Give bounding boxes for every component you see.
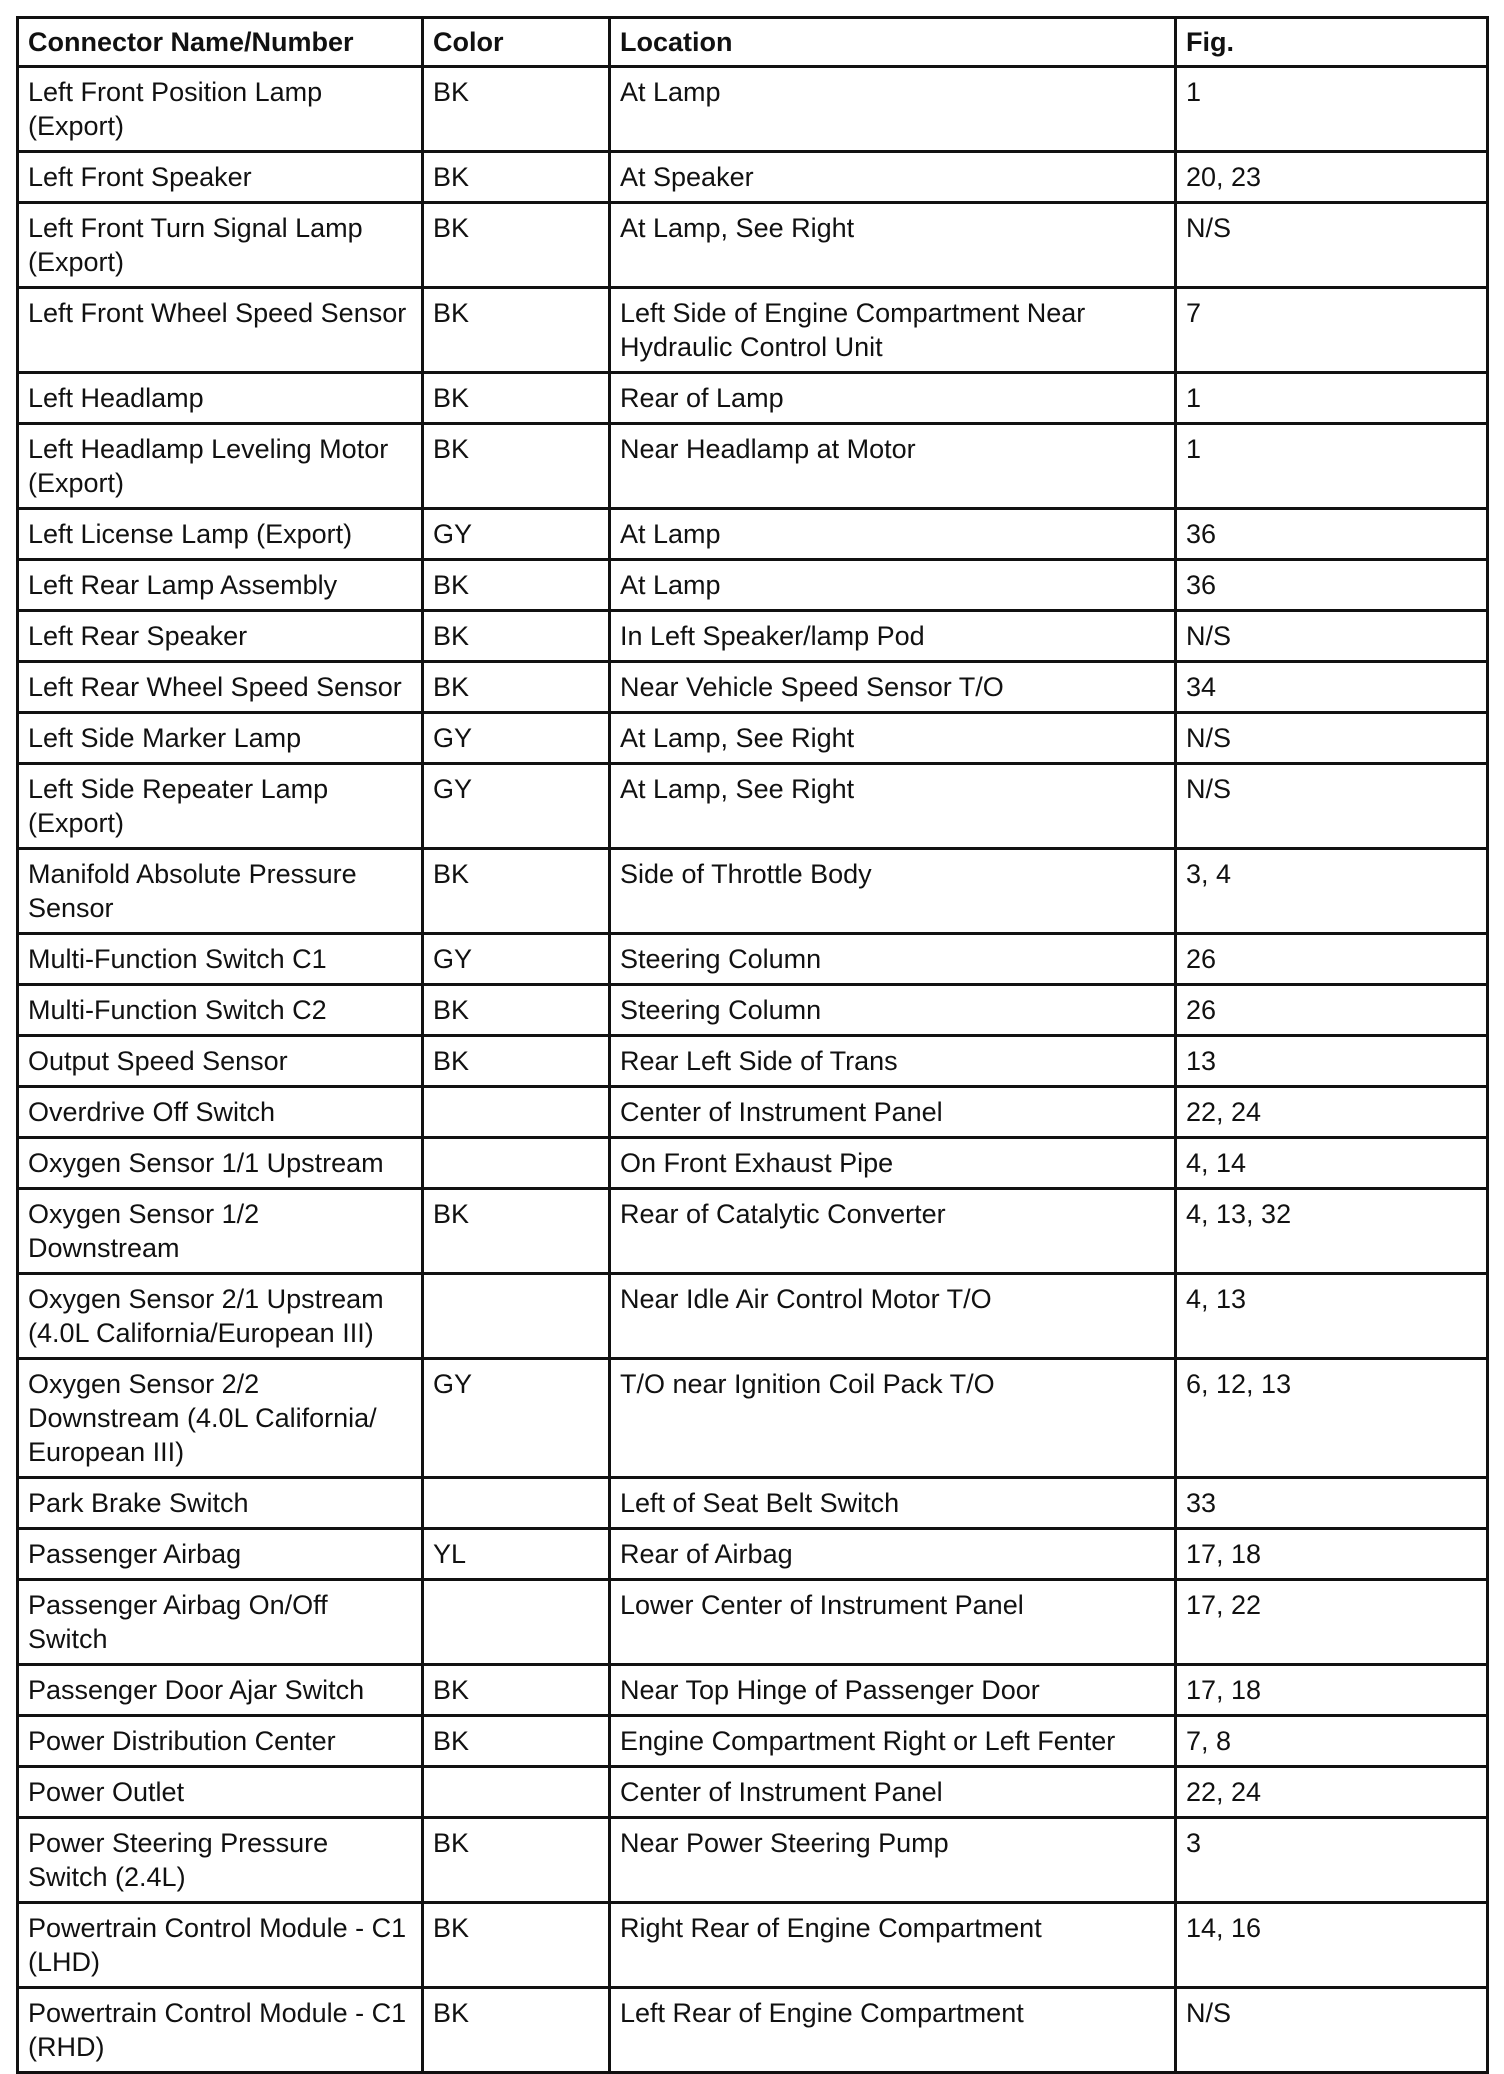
cell-connector-name: Park Brake Switch <box>18 1478 423 1529</box>
cell-location: At Lamp, See Right <box>610 713 1176 764</box>
cell-connector-name: Left License Lamp (Export) <box>18 509 423 560</box>
table-row <box>18 1988 1488 2073</box>
cell-fig: 36 <box>1176 509 1488 560</box>
cell-connector-name: Power Outlet <box>18 1767 423 1818</box>
cell-connector-name: Left Front Wheel Speed Sensor <box>18 288 423 373</box>
table-row <box>18 373 1488 424</box>
table-header <box>18 18 1488 67</box>
table-row <box>18 509 1488 560</box>
cell-color <box>423 1087 610 1138</box>
cell-connector-name: Left Rear Wheel Speed Sensor <box>18 662 423 713</box>
cell-color <box>423 1138 610 1189</box>
cell-fig: 3 <box>1176 1818 1488 1903</box>
cell-location: Steering Column <box>610 985 1176 1036</box>
cell-location: Left of Seat Belt Switch <box>610 1478 1176 1529</box>
table-row <box>18 288 1488 373</box>
cell-color: BK <box>423 1903 610 1988</box>
cell-location: At Lamp, See Right <box>610 764 1176 849</box>
table-row <box>18 849 1488 934</box>
cell-connector-name: Powertrain Control Module - C1 (RHD) <box>18 1988 423 2073</box>
table-row <box>18 662 1488 713</box>
cell-connector-name: Passenger Airbag On/Off Switch <box>18 1580 423 1665</box>
table-row <box>18 985 1488 1036</box>
cell-location: Steering Column <box>610 934 1176 985</box>
table-row <box>18 1529 1488 1580</box>
cell-connector-name: Left Headlamp <box>18 373 423 424</box>
header-color: Color <box>423 18 610 67</box>
cell-fig: 22, 24 <box>1176 1087 1488 1138</box>
cell-fig: N/S <box>1176 713 1488 764</box>
cell-location: Rear of Lamp <box>610 373 1176 424</box>
cell-connector-name: Left Rear Lamp Assembly <box>18 560 423 611</box>
cell-connector-name: Left Side Marker Lamp <box>18 713 423 764</box>
cell-color: BK <box>423 611 610 662</box>
cell-connector-name: Oxygen Sensor 2/1 Upstream (4.0L California/European III) <box>18 1274 423 1359</box>
cell-color <box>423 1580 610 1665</box>
cell-connector-name: Left Rear Speaker <box>18 611 423 662</box>
table-row <box>18 1274 1488 1359</box>
cell-fig: 4, 13 <box>1176 1274 1488 1359</box>
cell-fig: 26 <box>1176 934 1488 985</box>
table-row <box>18 713 1488 764</box>
table-row <box>18 1580 1488 1665</box>
cell-fig: 17, 18 <box>1176 1529 1488 1580</box>
table-row <box>18 764 1488 849</box>
cell-location: At Lamp <box>610 560 1176 611</box>
cell-color: BK <box>423 985 610 1036</box>
cell-fig: 17, 18 <box>1176 1665 1488 1716</box>
cell-color: BK <box>423 288 610 373</box>
table-row <box>18 424 1488 509</box>
cell-location: At Lamp <box>610 67 1176 152</box>
table-row <box>18 1189 1488 1274</box>
cell-color: BK <box>423 1189 610 1274</box>
cell-location: In Left Speaker/lamp Pod <box>610 611 1176 662</box>
cell-fig: 7 <box>1176 288 1488 373</box>
cell-connector-name: Overdrive Off Switch <box>18 1087 423 1138</box>
table-row <box>18 1903 1488 1988</box>
table-row <box>18 1767 1488 1818</box>
cell-color: YL <box>423 1529 610 1580</box>
cell-connector-name: Manifold Absolute Pressure Sensor <box>18 849 423 934</box>
cell-fig: 17, 22 <box>1176 1580 1488 1665</box>
table-row <box>18 934 1488 985</box>
table-row <box>18 611 1488 662</box>
cell-fig: N/S <box>1176 203 1488 288</box>
cell-fig: 4, 13, 32 <box>1176 1189 1488 1274</box>
cell-fig: 34 <box>1176 662 1488 713</box>
cell-color: GY <box>423 764 610 849</box>
cell-color: BK <box>423 1988 610 2073</box>
cell-fig: 14, 16 <box>1176 1903 1488 1988</box>
table-row <box>18 203 1488 288</box>
cell-color: BK <box>423 662 610 713</box>
cell-fig: 33 <box>1176 1478 1488 1529</box>
header-connector-name: Connector Name/Number <box>18 18 423 67</box>
cell-fig: 36 <box>1176 560 1488 611</box>
cell-color: BK <box>423 424 610 509</box>
cell-connector-name: Oxygen Sensor 1/1 Upstream <box>18 1138 423 1189</box>
header-fig: Fig. <box>1176 18 1488 67</box>
table-row <box>18 1359 1488 1478</box>
cell-location: On Front Exhaust Pipe <box>610 1138 1176 1189</box>
cell-location: At Speaker <box>610 152 1176 203</box>
table-row <box>18 1716 1488 1767</box>
cell-location: Side of Throttle Body <box>610 849 1176 934</box>
cell-location: Rear of Catalytic Converter <box>610 1189 1176 1274</box>
table-row <box>18 1665 1488 1716</box>
cell-fig: 1 <box>1176 373 1488 424</box>
cell-location: Near Power Steering Pump <box>610 1818 1176 1903</box>
cell-connector-name: Passenger Airbag <box>18 1529 423 1580</box>
cell-color: BK <box>423 1665 610 1716</box>
table-row <box>18 560 1488 611</box>
cell-connector-name: Left Front Speaker <box>18 152 423 203</box>
cell-location: Rear Left Side of Trans <box>610 1036 1176 1087</box>
table-row <box>18 1818 1488 1903</box>
cell-location: Center of Instrument Panel <box>610 1767 1176 1818</box>
cell-fig: 13 <box>1176 1036 1488 1087</box>
cell-location: Near Idle Air Control Motor T/O <box>610 1274 1176 1359</box>
cell-connector-name: Left Side Repeater Lamp (Export) <box>18 764 423 849</box>
cell-color <box>423 1478 610 1529</box>
cell-connector-name: Passenger Door Ajar Switch <box>18 1665 423 1716</box>
cell-connector-name: Powertrain Control Module - C1 (LHD) <box>18 1903 423 1988</box>
cell-connector-name: Left Front Turn Signal Lamp (Export) <box>18 203 423 288</box>
cell-color: GY <box>423 509 610 560</box>
cell-location: Near Headlamp at Motor <box>610 424 1176 509</box>
cell-color: GY <box>423 1359 610 1478</box>
cell-fig: 3, 4 <box>1176 849 1488 934</box>
cell-connector-name: Oxygen Sensor 1/2 Downstream <box>18 1189 423 1274</box>
cell-fig: 7, 8 <box>1176 1716 1488 1767</box>
cell-location: Near Top Hinge of Passenger Door <box>610 1665 1176 1716</box>
cell-location: Rear of Airbag <box>610 1529 1176 1580</box>
cell-fig: N/S <box>1176 1988 1488 2073</box>
cell-location: T/O near Ignition Coil Pack T/O <box>610 1359 1176 1478</box>
cell-fig: N/S <box>1176 611 1488 662</box>
cell-fig: 26 <box>1176 985 1488 1036</box>
cell-connector-name: Power Distribution Center <box>18 1716 423 1767</box>
cell-connector-name: Oxygen Sensor 2/2 Downstream (4.0L California/ European III) <box>18 1359 423 1478</box>
cell-color: BK <box>423 1036 610 1087</box>
cell-fig: 1 <box>1176 424 1488 509</box>
cell-color: BK <box>423 560 610 611</box>
cell-color <box>423 1767 610 1818</box>
cell-location: At Lamp, See Right <box>610 203 1176 288</box>
table-row <box>18 1138 1488 1189</box>
cell-color: BK <box>423 1818 610 1903</box>
cell-connector-name: Power Steering Pressure Switch (2.4L) <box>18 1818 423 1903</box>
table-row <box>18 67 1488 152</box>
header-location: Location <box>610 18 1176 67</box>
cell-fig: 4, 14 <box>1176 1138 1488 1189</box>
cell-fig: 6, 12, 13 <box>1176 1359 1488 1478</box>
cell-location: At Lamp <box>610 509 1176 560</box>
cell-color: BK <box>423 203 610 288</box>
cell-location: Near Vehicle Speed Sensor T/O <box>610 662 1176 713</box>
connector-locations-table <box>16 16 1489 2074</box>
table-row <box>18 1036 1488 1087</box>
table-body <box>18 67 1488 2073</box>
cell-connector-name: Left Front Position Lamp (Export) <box>18 67 423 152</box>
cell-location: Left Rear of Engine Compartment <box>610 1988 1176 2073</box>
cell-location: Lower Center of Instrument Panel <box>610 1580 1176 1665</box>
cell-connector-name: Left Headlamp Leveling Motor (Export) <box>18 424 423 509</box>
cell-connector-name: Multi-Function Switch C1 <box>18 934 423 985</box>
cell-color: BK <box>423 849 610 934</box>
cell-fig: 22, 24 <box>1176 1767 1488 1818</box>
table-row <box>18 1087 1488 1138</box>
cell-color: BK <box>423 152 610 203</box>
cell-location: Right Rear of Engine Compartment <box>610 1903 1176 1988</box>
cell-fig: 1 <box>1176 67 1488 152</box>
cell-color: BK <box>423 373 610 424</box>
table-row <box>18 1478 1488 1529</box>
cell-location: Left Side of Engine Compartment Near Hydraulic Control Unit <box>610 288 1176 373</box>
cell-fig: 20, 23 <box>1176 152 1488 203</box>
cell-fig: N/S <box>1176 764 1488 849</box>
header-row <box>18 18 1488 67</box>
cell-color: GY <box>423 934 610 985</box>
cell-connector-name: Output Speed Sensor <box>18 1036 423 1087</box>
cell-color: GY <box>423 713 610 764</box>
connector-table-sheet <box>16 16 1486 2074</box>
cell-location: Engine Compartment Right or Left Fenter <box>610 1716 1176 1767</box>
cell-color <box>423 1274 610 1359</box>
cell-connector-name: Multi-Function Switch C2 <box>18 985 423 1036</box>
cell-color: BK <box>423 1716 610 1767</box>
table-row <box>18 152 1488 203</box>
cell-color: BK <box>423 67 610 152</box>
cell-location: Center of Instrument Panel <box>610 1087 1176 1138</box>
